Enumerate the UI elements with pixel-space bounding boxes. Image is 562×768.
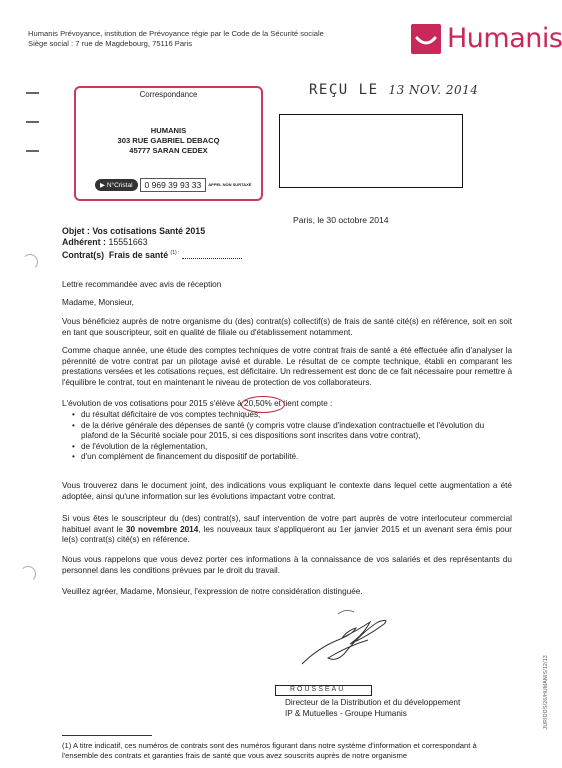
issuer-header — [28, 29, 324, 49]
address-line: 45777 SARAN CEDEX — [129, 145, 208, 155]
bullet-list — [62, 410, 512, 463]
salutation: Madame, Monsieur, — [62, 298, 134, 307]
objet-line — [62, 226, 205, 237]
signer-name-partial: ROUSSEAU — [290, 686, 346, 693]
ncristal-badge: ▶ N°Cristal — [95, 179, 138, 191]
list-item: • d'un complément de financement du dispositif de portabilité. — [72, 452, 299, 462]
contrat-note: (1) : — [170, 250, 180, 256]
list-item: • du résultat déficitaire de vos comptes techniques, — [72, 410, 261, 419]
logo-wordmark: Humanis — [447, 23, 562, 54]
objet-label: Objet : — [62, 226, 90, 236]
recommandee-line: Lettre recommandée avec avis de réception — [62, 280, 222, 289]
closing-line: Veuillez agréer, Madame, Monsieur, l'expression de notre considération distinguée. — [62, 587, 363, 596]
punch-hole — [20, 566, 36, 582]
objet-value: Vos cotisations Santé 2015 — [92, 226, 206, 236]
contrat-label: Contrat(s) — [62, 249, 105, 260]
correspondance-title: Correspondance — [139, 90, 198, 99]
recipient-address-redacted — [279, 114, 463, 188]
issuer-line: Humanis Prévoyance, institution de Prévoyance régie par le Code de la Sécurité sociale — [28, 29, 324, 38]
letter-date: Paris, le 30 octobre 2014 — [293, 215, 389, 225]
stamp-prefix: REÇU LE — [309, 82, 379, 98]
paragraph-3: L'évolution de vos cotisations pour 2015 s'élève à 20,50% et tient compte : — [62, 399, 333, 408]
phone-number: 0 969 39 93 33 — [140, 178, 207, 192]
handwritten-signature — [298, 600, 398, 670]
signer-org: IP & Mutuelles - Groupe Humanis — [285, 709, 407, 718]
fold-mark — [26, 92, 39, 94]
received-stamp — [309, 82, 478, 98]
signer-title: Directeur de la Distribution et du développement — [285, 698, 461, 707]
side-reference: JURIDOS/26/HUMANIS/12/13 — [543, 655, 549, 730]
humanis-logo-icon — [411, 24, 441, 54]
adherent-line — [62, 237, 148, 248]
contrat-line — [62, 248, 179, 261]
fold-mark — [26, 121, 39, 123]
issuer-address: Siège social : 7 rue de Magdebourg, 75116 Paris — [28, 39, 193, 48]
adherent-label: Adhérent : — [62, 237, 106, 247]
fold-mark — [26, 150, 39, 152]
footnote: (1) A titre indicatif, ces numéros de contrats sont des numéros figurant dans notre système d'information et correspondant à l'ensemble des contrats et garanties frais de santé que vous avez souscrits auprès de notre organisme — [62, 741, 477, 761]
paragraph-2: Comme chaque année, une étude des comptes techniques de votre contrat frais de santé a été effectuée afin d'analyser la pérennité de votre contrat par un pilotage avisé et durable. Le résultat de ce compte technique, établi en comparant les prestations versées et les cotisations reçues, est déficitaire. Un redressement est donc de ce fait nécessaire pour remettre à l'équilibre le contrat, tout en maintenant le niveau de protection de vos collaborateurs. — [62, 346, 512, 387]
appel-note: APPEL NON SURTAXÉ — [208, 182, 252, 188]
address-line: 303 RUE GABRIEL DEBACQ — [117, 135, 220, 145]
stamp-date: 13 NOV. 2014 — [388, 83, 479, 97]
footnote-rule — [62, 735, 152, 736]
rate-value: 20,50% — [244, 399, 272, 408]
paragraph-4: Vous trouverez dans le document joint, des indications vous expliquant le contexte dans lequel cette augmentation a été adoptée, ainsi qu'une information sur les évolutions impactant votre contrat. — [62, 481, 512, 501]
list-item: • de la dérive générale des dépenses de santé (y compris votre clause d'indexation contractuelle et l'évolution du plafond de la Sécurité sociale pour 2015, si ces dispositions sont inscrites dans votre contrat), — [72, 420, 485, 441]
address-line: HUMANIS — [150, 126, 187, 135]
deadline-date: 30 novembre 2014 — [125, 524, 199, 534]
paragraph-5: Si vous êtes le souscripteur du (des) contrat(s), sauf intervention de votre part auprès de votre interlocuteur commercial habituel avant le 30 novembre 2014, les nouveaux taux s'appliqueront au 1er janvier 2015 et un avenant sera émis pour le(s) contrat(s) cité(s) en référence. — [62, 514, 512, 545]
signer-block — [285, 697, 460, 719]
phone-banner — [95, 176, 251, 194]
paragraph-6: Nous vous rappelons que vous devez porter ces informations à la connaissance de vos salariés et des représentants du personnel dans les conditions prévues par le droit du travail. — [62, 555, 512, 575]
list-item: • de l'évolution de la réglementation, — [72, 441, 208, 451]
correspondance-address — [74, 126, 263, 155]
punch-hole — [22, 254, 38, 270]
paragraph-1: Vous bénéficiez auprès de notre organisme du (des) contrat(s) collectif(s) de frais de santé cité(s) en référence, soit en soit en tant que souscripteur, soit en qualité de filiale ou d'établissement notamment. — [62, 317, 512, 337]
adherent-value: 15551663 — [108, 237, 148, 247]
contrat-dotted-line — [182, 258, 242, 259]
contrat-value: Frais de santé — [108, 249, 169, 260]
